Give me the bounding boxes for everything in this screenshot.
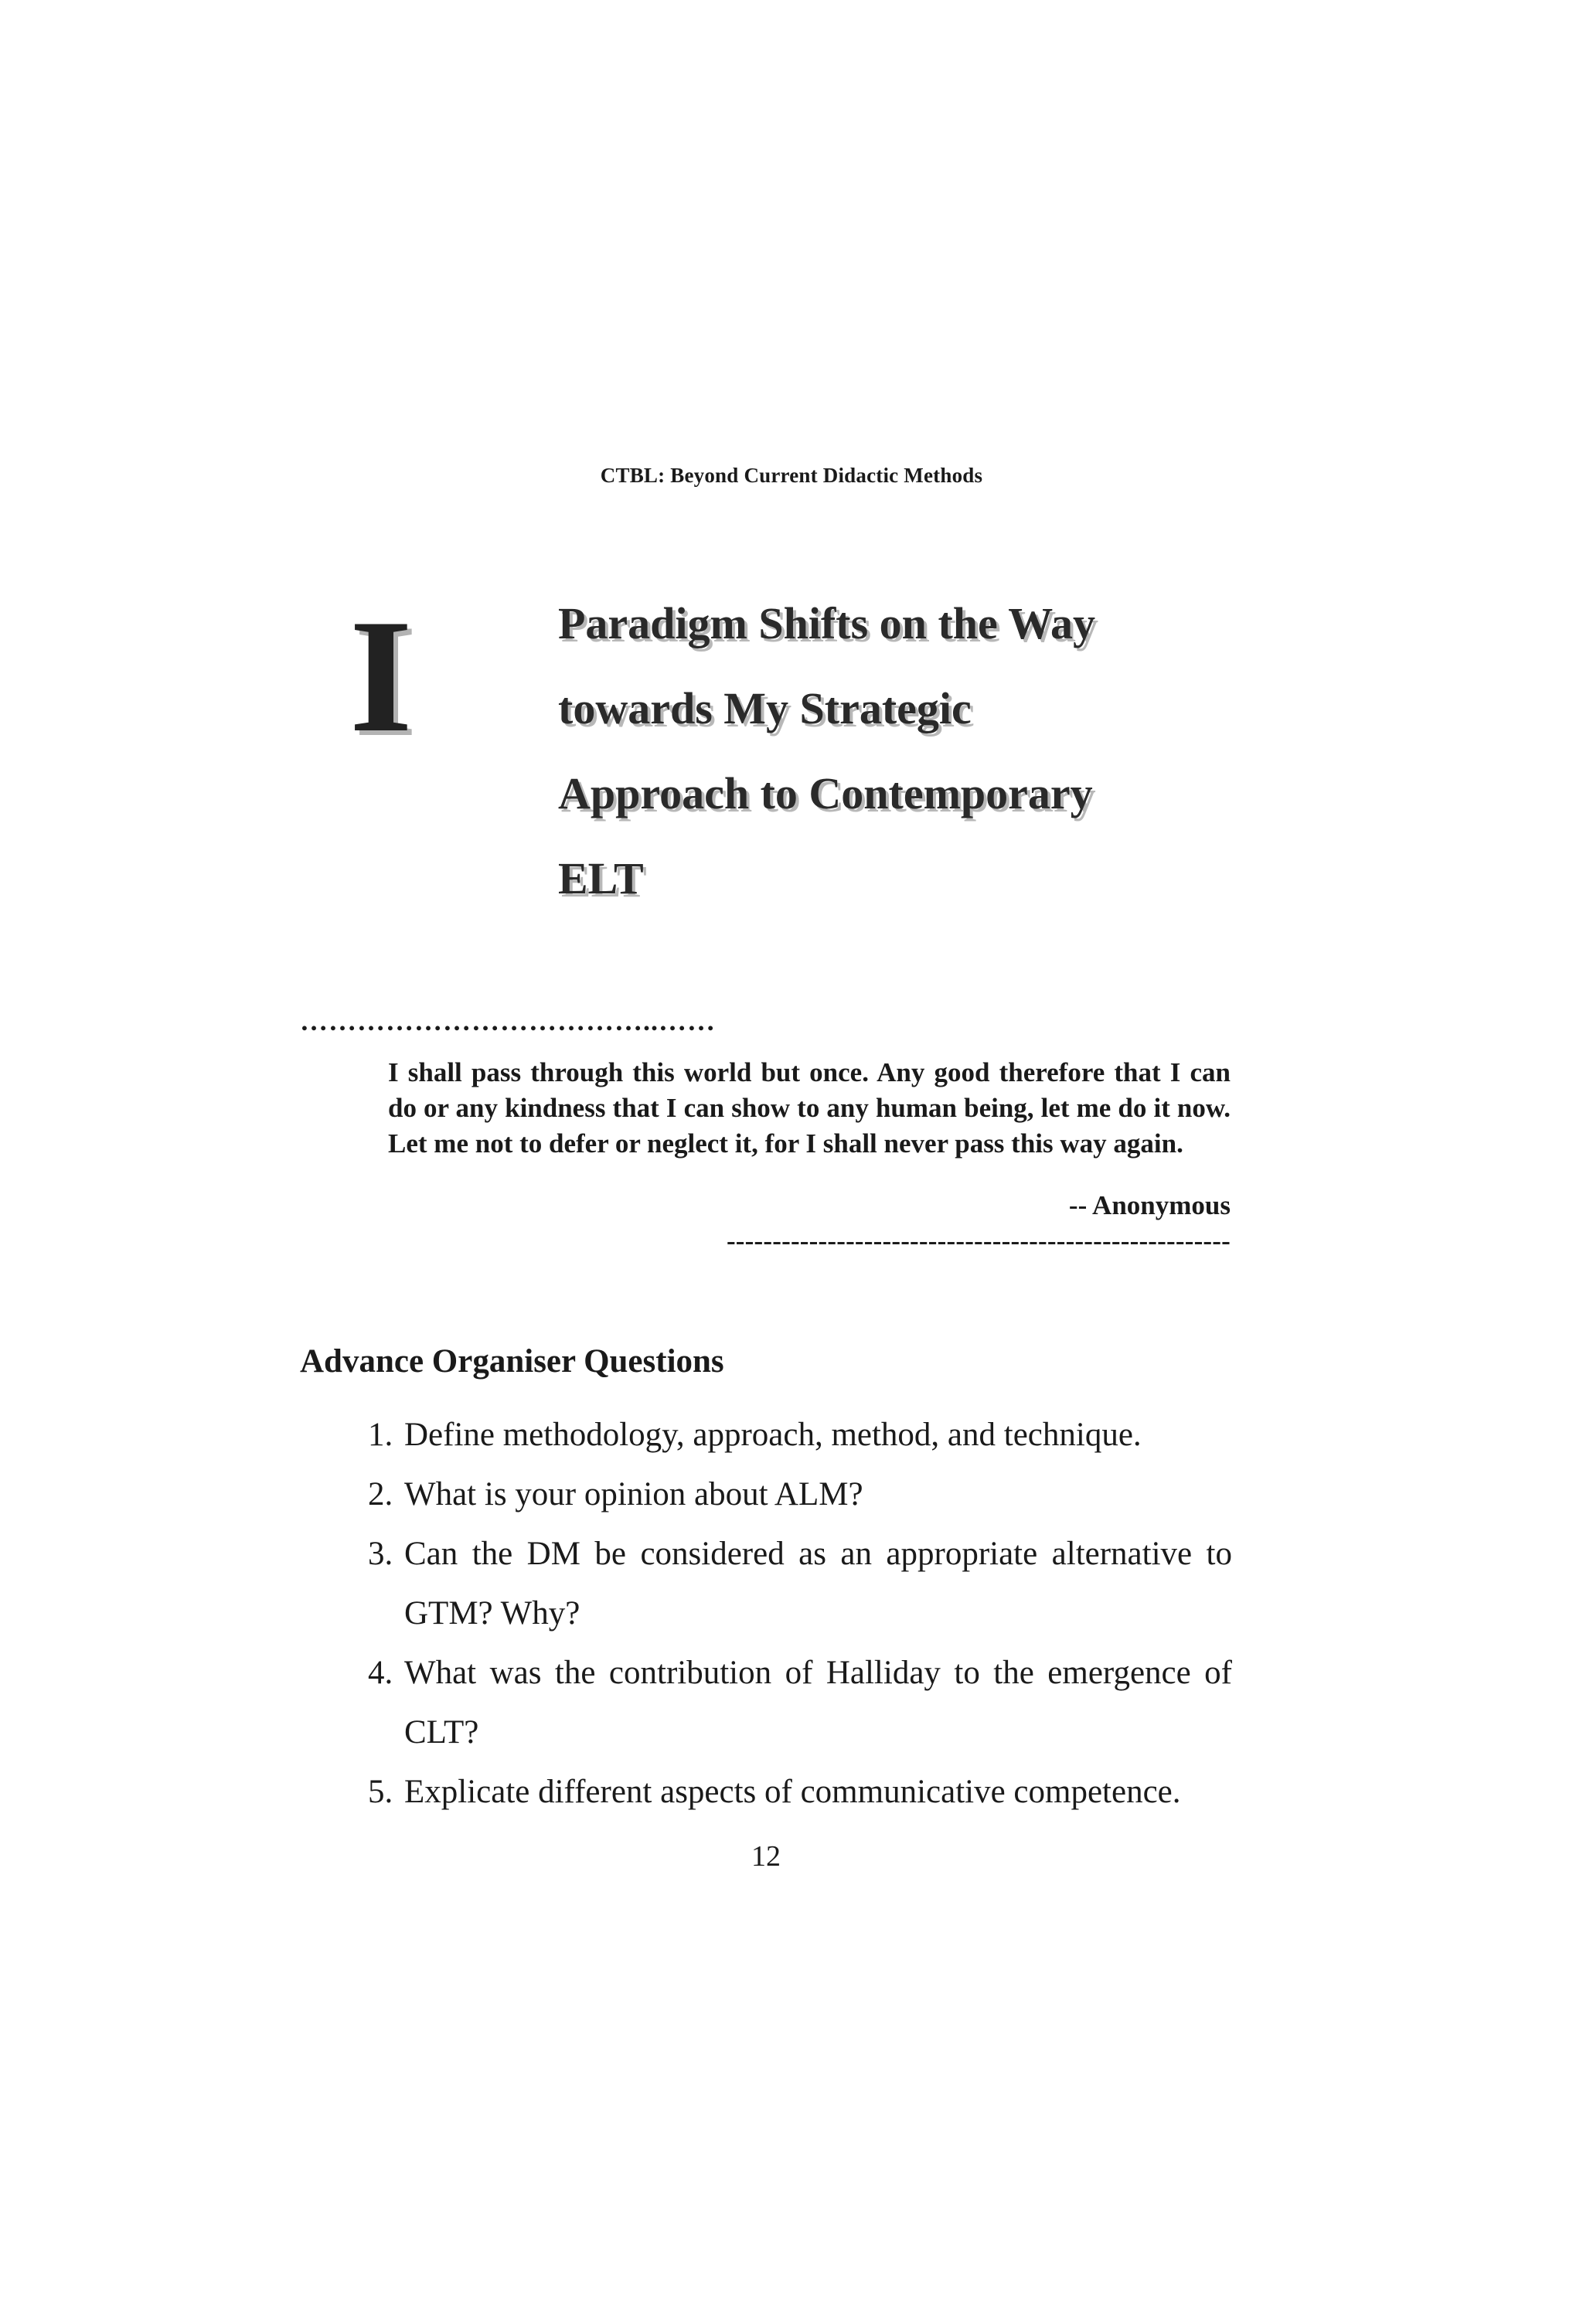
question-text: Explicate different aspects of communicative competence. [404,1774,1181,1810]
epigraph-rule: ------------------------------------------------------- [726,1226,1231,1256]
list-item [368,1465,1232,1524]
list-item [368,1762,1232,1822]
question-text: Define methodology, approach, method, and technique. [404,1417,1142,1453]
chapter-title-line: Approach to Contemporary [558,768,1093,818]
chapter-title-line: ELT [558,853,644,903]
question-number: 2. [368,1476,393,1512]
question-number: 1. [368,1417,393,1453]
question-text: What is your opinion about ALM? [404,1476,863,1512]
chapter-numeral: I [349,587,413,766]
list-item [368,1524,1232,1643]
epigraph-leader-dots: ………………………………..…… [300,1005,716,1036]
question-text: What was the contribution of Halliday to the emergence of CLT? [404,1655,1232,1751]
question-list [368,1405,1232,1822]
section-heading: Advance Organiser Questions [300,1343,724,1380]
chapter-title-line: towards My Strategic [558,683,972,733]
running-header: CTBL: Beyond Current Didactic Methods [600,464,983,487]
question-number: 4. [368,1655,393,1691]
chapter-title [558,581,1254,921]
list-item [368,1405,1232,1465]
list-item [368,1643,1232,1762]
epigraph-author: -- Anonymous [1068,1190,1231,1220]
question-text: Can the DM be considered as an appropriate alternative to GTM? Why? [404,1536,1232,1632]
page-number: 12 [751,1840,781,1873]
question-number: 3. [368,1536,393,1572]
question-number: 5. [368,1774,393,1810]
chapter-title-line: Paradigm Shifts on the Way [558,598,1096,648]
epigraph-quote: I shall pass through this world but once. Any good therefore that I can do or any kindness that I can show to any human being, let me do it now. Let me not to defer or neglect it, for I shall never pass this way again. [388,1057,1231,1159]
